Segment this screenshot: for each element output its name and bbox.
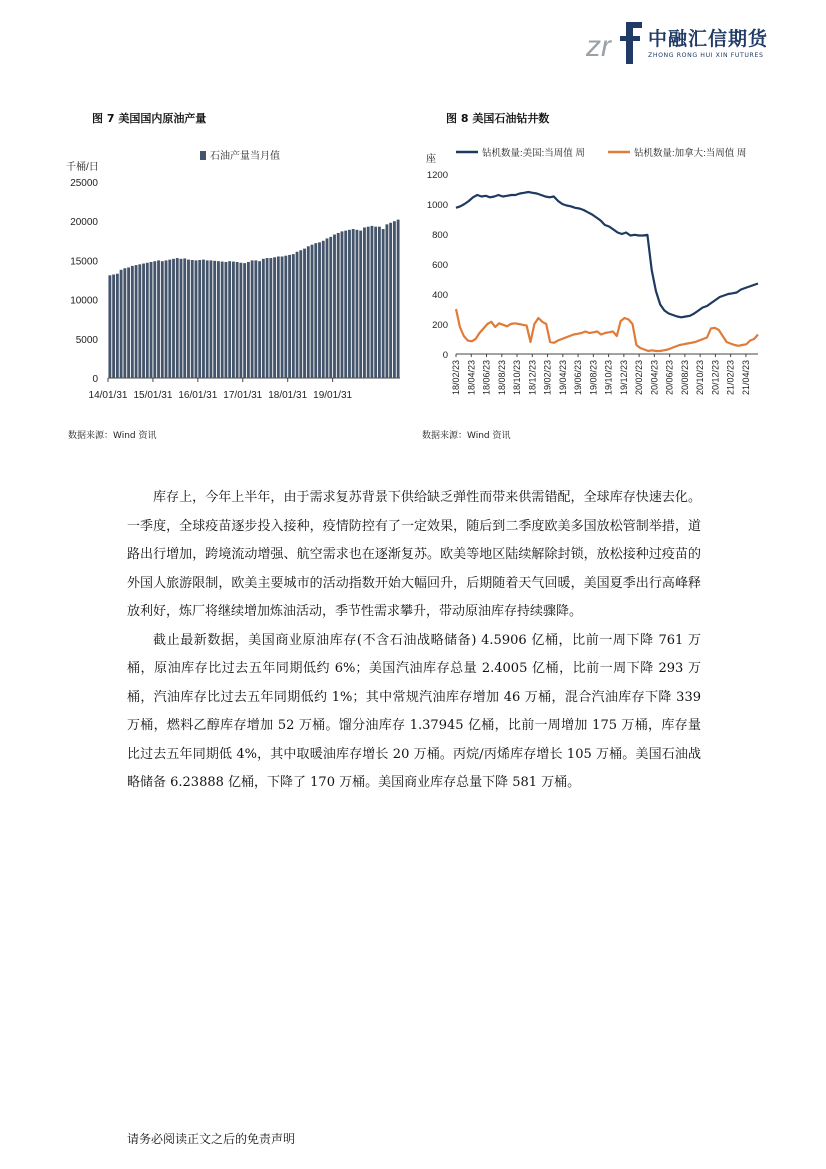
production-bar [131, 266, 134, 378]
production-bar [142, 264, 145, 378]
x-tick-label: 15/01/31 [133, 390, 173, 401]
production-bar [344, 231, 347, 378]
production-bar [217, 261, 220, 378]
production-bar [254, 260, 257, 378]
production-bar [123, 268, 126, 378]
x-tick-label: 18/01/31 [268, 390, 308, 401]
y-tick-label: 0 [442, 350, 448, 361]
production-bar [251, 260, 254, 378]
x-tick-label: 17/01/31 [223, 390, 263, 401]
legend-label: 石油产量当月值 [210, 151, 280, 162]
paragraph-inventory-overview: 库存上，今年上半年，由于需求复苏背景下供给缺乏弹性而带来供需错配，全球库存快速去化。一季度，全球疫苗逐步投入接种，疫情防控有了一定效果，随后到二季度欧美多国放松管制举措，道路出行增加，跨境流动增强、航空需求也在逐渐复苏。欧美等地区陆续解除封锁，放松接种过疫苗的外国人旅游限制，欧美主要城市的活动指数开始大幅回升，后期随着天气回暖，美国夏季出行高峰释放利好，炼厂将继续增加炼油活动，季节性需求攀升，带动原油库存持续骤降。 [127, 490, 701, 619]
production-bar [210, 260, 213, 378]
production-bar [206, 260, 209, 378]
figure-7-source: 数据来源：Wind 资讯 [68, 431, 157, 441]
y-tick-label: 800 [432, 230, 448, 241]
production-bar [296, 252, 299, 378]
x-tick-label: 20/10/23 [695, 360, 706, 396]
production-bar [146, 263, 149, 378]
y-tick-label: 15000 [70, 256, 98, 268]
x-tick-label: 20/02/23 [634, 360, 645, 396]
production-bar [168, 260, 171, 378]
legend-label: 钻机数量:美国:当周值 周 [482, 148, 585, 159]
rig-count-chart-svg [420, 140, 765, 415]
production-bar [120, 270, 123, 378]
production-bar [135, 265, 138, 378]
x-tick-label: 19/06/23 [573, 360, 584, 396]
production-bar [213, 261, 216, 378]
brand-name: 中融汇信期货 [648, 28, 769, 50]
paragraph-inventory-data: 截止最新数据，美国商业原油库存(不含石油战略储备) 4.5906 亿桶，比前一周下降 761 万桶，原油库存比过去五年同期低约 6%；美国汽油库存总量 2.4005 亿桶，比前一周下降 293 万桶，汽油库存比过去五年同期低约 1%；其中常规汽油库存增加 46 万桶，混合汽油库存下降 339 万桶，燃料乙醇库存增加 52 万桶。馏分油库存 1.37945 亿桶，比前一周增加 175 万桶，库存量比过去五年同期低 4%，其中取暖油库存增长 20 万桶。丙烷/丙烯库存增长 105 万桶。美国石油战略储备 6.23888 亿桶，下降了 170 万桶。美国商业库存总量下降 581 万桶。 [127, 632, 701, 790]
production-bar [247, 262, 250, 378]
production-bar [191, 260, 194, 378]
x-tick-label: 21/04/23 [740, 360, 751, 396]
x-tick-label: 18/12/23 [527, 360, 538, 396]
production-bar [273, 257, 276, 378]
production-bar [112, 275, 115, 378]
production-bar [236, 262, 239, 378]
production-bar [269, 258, 272, 378]
rig-count-chart [420, 140, 765, 415]
svg-text:zr: zr [586, 30, 611, 63]
x-tick-label: 18/06/23 [481, 360, 492, 396]
figure-8-title: 图 8 美国石油钻井数 [446, 112, 550, 125]
production-bar [277, 256, 280, 378]
x-tick-label: 18/02/23 [451, 360, 461, 396]
canada-rig-count-line [456, 309, 758, 351]
x-tick-label: 19/02/23 [542, 360, 553, 396]
x-tick-label: 18/10/23 [512, 360, 523, 396]
y-tick-label: 400 [432, 290, 448, 301]
us-rig-count-line [456, 192, 758, 317]
production-bar [165, 260, 168, 378]
disclaimer-footer: 请务必阅读正文之后的免责声明 [127, 1132, 296, 1146]
production-bar [292, 254, 295, 378]
production-bar [172, 259, 175, 378]
production-bar [153, 261, 156, 378]
x-tick-label: 19/12/23 [618, 360, 629, 396]
production-bar [239, 263, 242, 378]
production-bar [228, 261, 231, 378]
production-bar [183, 258, 186, 378]
production-bar [329, 237, 332, 378]
legend-label: 钻机数量:加拿大:当周值 周 [634, 148, 747, 159]
oil-production-chart-svg [60, 140, 410, 415]
production-bar [116, 274, 119, 378]
x-tick-label: 20/06/23 [664, 360, 675, 396]
production-bar [374, 227, 377, 378]
production-bar [352, 229, 355, 378]
production-bar [180, 259, 183, 378]
production-bar [198, 260, 201, 378]
x-tick-label: 20/12/23 [710, 360, 721, 396]
production-bar [337, 233, 340, 378]
x-tick-label: 20/08/23 [679, 360, 690, 396]
production-bar [303, 249, 306, 378]
production-bar [318, 242, 321, 378]
production-bar [221, 262, 224, 378]
production-bar [356, 230, 359, 378]
y-tick-label: 25000 [70, 178, 98, 189]
y-tick-label: 1200 [426, 170, 448, 181]
x-tick-label: 18/08/23 [496, 360, 507, 396]
production-bar [389, 223, 392, 378]
production-bar [262, 259, 265, 378]
legend-swatch [200, 151, 206, 160]
production-bar [202, 260, 205, 378]
y-tick-label: 5000 [75, 334, 98, 346]
production-bar [382, 229, 385, 378]
production-bar [348, 230, 351, 378]
production-bar [127, 267, 130, 378]
production-bar [326, 238, 329, 378]
x-tick-label: 19/10/23 [603, 360, 614, 396]
production-bar [385, 224, 388, 378]
production-bar [341, 231, 344, 378]
production-bar [108, 275, 111, 378]
production-bar [187, 260, 190, 378]
production-bar [150, 262, 153, 378]
production-bar [281, 256, 284, 378]
production-bar [371, 226, 374, 378]
production-bar [161, 261, 164, 378]
production-bar [393, 221, 396, 378]
y-tick-label: 600 [432, 260, 448, 271]
x-tick-label: 16/01/31 [178, 390, 218, 401]
y-tick-label: 200 [432, 320, 448, 331]
x-tick-label: 19/08/23 [588, 360, 599, 396]
production-bar [311, 245, 314, 378]
production-bar [288, 255, 291, 378]
x-tick-label: 14/01/31 [88, 390, 128, 401]
production-bar [397, 220, 400, 378]
production-bar [299, 250, 302, 378]
body-text [127, 484, 701, 798]
figure-7-title: 图 7 美国国内原油产量 [92, 112, 207, 125]
production-bar [314, 243, 317, 378]
y-axis-label: 千桶/日 [66, 162, 99, 173]
production-bar [176, 258, 179, 378]
production-bar [284, 256, 287, 378]
production-bar [243, 263, 246, 378]
production-bar [138, 264, 141, 378]
production-bar [266, 258, 269, 378]
production-bar [378, 227, 381, 378]
company-logo [586, 22, 776, 64]
production-bar [157, 260, 160, 378]
production-bar [367, 227, 370, 378]
production-bar [225, 262, 228, 378]
production-bar [307, 246, 310, 378]
oil-production-chart [60, 140, 410, 415]
x-tick-label: 19/01/31 [313, 390, 353, 401]
production-bar [258, 261, 261, 378]
production-bar [322, 241, 325, 378]
production-bar [363, 227, 366, 378]
production-bar [359, 231, 362, 378]
x-tick-label: 19/04/23 [557, 360, 568, 396]
y-tick-label: 20000 [70, 217, 98, 229]
y-axis-label: 座 [426, 154, 436, 165]
brand-subtitle: ZHONG RONG HUI XIN FUTURES [648, 52, 764, 59]
figure-8-source: 数据来源：Wind 资讯 [422, 431, 511, 441]
y-tick-label: 10000 [70, 295, 98, 307]
x-tick-label: 20/04/23 [649, 360, 660, 396]
x-tick-label: 18/04/23 [466, 360, 477, 396]
production-bar [195, 260, 198, 378]
y-tick-label: 1000 [426, 200, 448, 211]
production-bar [333, 235, 336, 378]
zrf-logo-mark-icon [586, 22, 644, 64]
x-tick-label: 21/02/23 [725, 360, 736, 396]
production-bar [232, 262, 235, 378]
y-tick-label: 0 [92, 374, 98, 385]
